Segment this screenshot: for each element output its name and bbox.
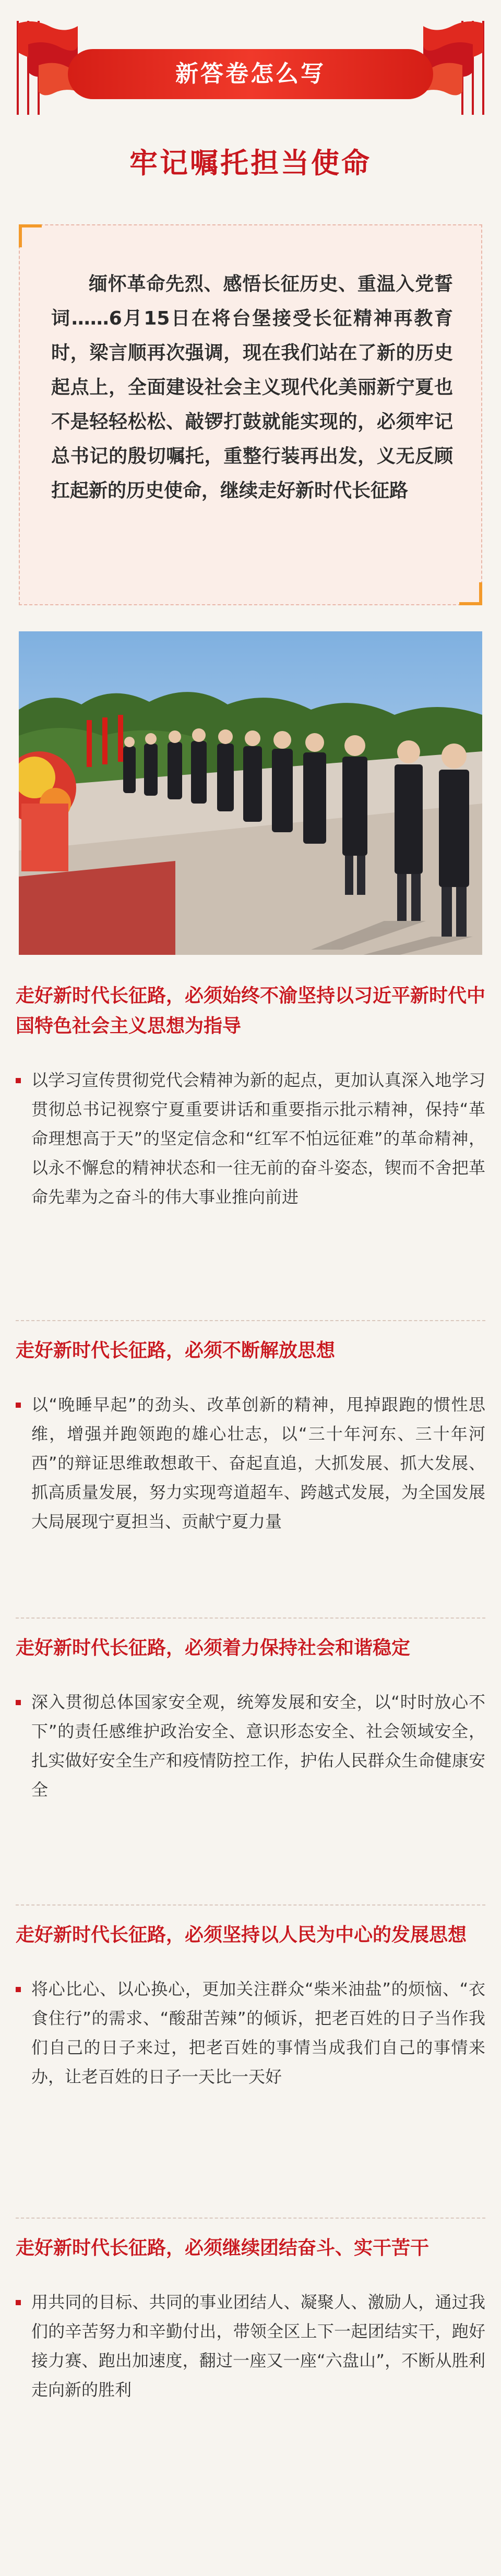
bullet-icon: [16, 1700, 21, 1705]
section-divider: [16, 1904, 485, 1906]
corner-decoration-bottom-right: [459, 582, 482, 605]
bullet-icon: [16, 2300, 21, 2305]
section-body-text: 以“晚睡早起”的劲头、改革创新的精神，甩掉跟跑的惯性思维，增强并跑领跑的雄心壮志，以“三十年河东、三十年河西”的辩证思维敢想敢干、奋起直追，大抓发展、抓大发展、抓高质量发展，努力实现弯道超车、跨越式发展，为全国发展大局展现宁夏担当、贡献宁夏力量: [31, 1395, 485, 1531]
section-body-text: 深入贯彻总体国家安全观，统筹发展和安全，以“时时放心不下”的责任感维护政治安全、意识形态安全、社会领域安全，扎实做好安全生产和疫情防控工作，护佑人民群众生命健康安全: [31, 1692, 485, 1800]
section-4: [16, 1920, 485, 2091]
section-body: [16, 1065, 485, 1212]
section-divider: [16, 1320, 485, 1321]
title-ribbon: [68, 49, 433, 99]
section-body: [16, 1390, 485, 1536]
section-title: 走好新时代长征路，必须继续团结奋斗、实干苦干: [16, 2237, 430, 2259]
section-1: [16, 981, 485, 1212]
section-title: 走好新时代长征路，必须始终不渝坚持以习近平新时代中国特色社会主义思想为指导: [16, 985, 486, 1037]
banner-title: 新答卷怎么写: [175, 61, 326, 87]
section-title: 走好新时代长征路，必须坚持以人民为中心的发展思想: [16, 1924, 467, 1946]
section-2: [16, 1336, 485, 1536]
bullet-icon: [16, 1078, 21, 1083]
corner-decoration-top-left: [19, 224, 42, 247]
intro-text: 缅怀革命先烈、感悟长征历史、重温入党誓词……6月15日在将台堡接受长征精神再教育时，梁言顺再次强调，现在我们站在了新的历史起点上，全面建设社会主义现代化美丽新宁夏也不是轻轻松松、敲锣打鼓就能实现的，必须牢记总书记的殷切嘱托，重整行装再出发，义无反顾扛起新的历史使命，继续走好新时代长征路: [51, 273, 453, 501]
section-5: [16, 2233, 485, 2404]
section-divider: [16, 1618, 485, 1619]
section-body-text: 将心比心、以心换心，更加关注群众“柴米油盐”的烦恼、“衣食住行”的需求、“酸甜苦辣”的倾诉，把老百姓的日子当作我们自己的日子来过，把老百姓的事情当成我们自己的事情来办，让老百姓的日子一天比一天好: [31, 1979, 485, 2087]
section-body: [16, 1687, 485, 1804]
page-title: 牢记嘱托担当使命: [129, 147, 372, 179]
section-body: [16, 2287, 485, 2404]
section-body-text: 用共同的目标、共同的事业团结人、凝聚人、激励人，通过我们的辛苦努力和辛勤付出，带领全区上下一起团结实干，跑好接力赛、跑出加速度，翻过一座又一座“六盘山”，不断从胜利走向新的胜利: [31, 2292, 485, 2400]
ceremony-photo-illustration: [19, 631, 482, 955]
section-body-text: 以学习宣传贯彻党代会精神为新的起点，更加认真深入地学习贯彻总书记视察宁夏重要讲话和重要指示批示精神，保持“革命理想高于天”的坚定信念和“红军不怕远征难”的革命精神，以永不懈怠的精神状态和一往无前的奋斗姿态，锲而不舍把革命先辈为之奋斗的伟大事业推向前进: [31, 1070, 485, 1207]
header-banner: [0, 0, 501, 120]
bullet-icon: [16, 1987, 21, 1992]
bullet-icon: [16, 1403, 21, 1408]
section-divider: [16, 2218, 485, 2219]
intro-box: [19, 224, 482, 605]
ceremony-photo: [19, 631, 482, 955]
section-body: [16, 1974, 485, 2091]
section-3: [16, 1633, 485, 1804]
section-title: 走好新时代长征路，必须着力保持社会和谐稳定: [16, 1637, 411, 1659]
section-title: 走好新时代长征路，必须不断解放思想: [16, 1340, 336, 1361]
